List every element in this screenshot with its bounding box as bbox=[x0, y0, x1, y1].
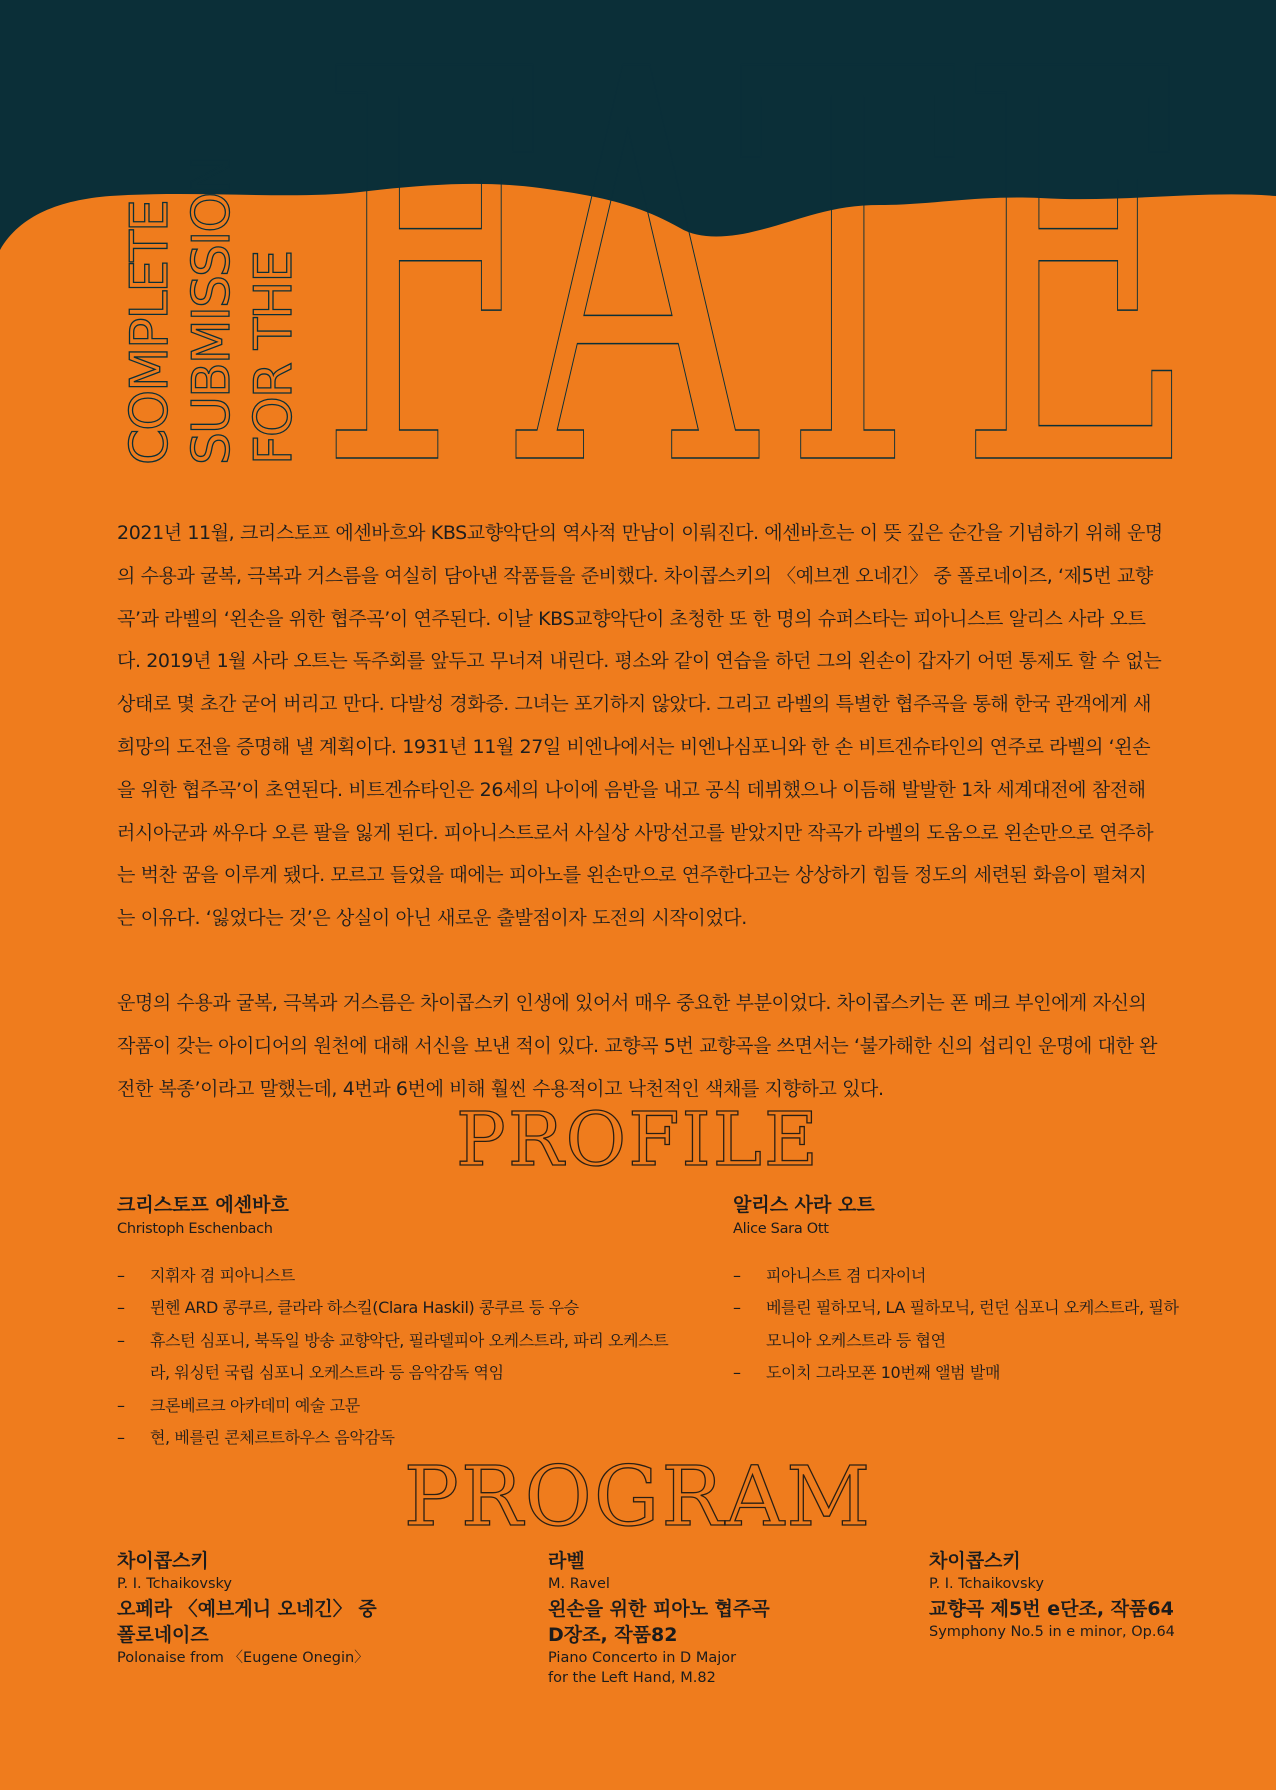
program-title: PROGRAM bbox=[403, 1450, 873, 1545]
list-item: – 베를린 필하모닉, LA 필하모닉, 런던 심포니 오케스트라, 필하모니아 오케스트라 등 협연 bbox=[733, 1292, 1193, 1357]
dash-mark: – bbox=[117, 1395, 125, 1415]
list-item: – 뮌헨 ARD 콩쿠르, 클라라 하스킬(Clara Haskil) 콩쿠르 등 우승 bbox=[117, 1292, 677, 1324]
vertical-title-line: FOR THE bbox=[244, 251, 304, 465]
composer-en: P. I. Tchaikovsky bbox=[117, 1576, 233, 1592]
work-title-ko: 교향곡 제5번 e단조, 작품64 bbox=[929, 1598, 1174, 1620]
dash-mark: – bbox=[117, 1330, 125, 1350]
list-item: – 현, 베를린 콘체르트하우스 음악감독 bbox=[117, 1422, 677, 1454]
profile-name-ko: 크리스토프 에센바흐 bbox=[117, 1194, 289, 1216]
composer-ko: 차이콥스키 bbox=[117, 1550, 209, 1572]
vertical-title bbox=[120, 157, 306, 465]
dash-mark: – bbox=[733, 1363, 741, 1383]
dash-mark: – bbox=[733, 1298, 741, 1318]
composer-ko: 라벨 bbox=[548, 1550, 585, 1572]
list-item: – 도이치 그라모폰 10번째 앨범 발매 bbox=[733, 1357, 1193, 1389]
composer-en: P. I. Tchaikovsky bbox=[929, 1576, 1045, 1592]
body-paragraph: 2021년 11월, 크리스토프 에센바흐와 KBS교향악단의 역사적 만남이 이뤄진다. 에센바흐는 이 뜻 깊은 순간을 기념하기 위해 운명의 수용과 굴복, 극복과 거스름을 여실히 담아낸 작품들을 준비했다. 차이콥스키의 〈예브겐 오네긴〉 중 폴로네이즈, ‘제5번 교향곡’과 라벨의 ‘왼손을 위한 협주곡’이 연주된다. 이날 KBS교향악단이 초청한 또 한 명의 슈퍼스타는 피아니스트 알리스 사라 오트다. 2019년 1월 사라 오트는 독주회를 앞두고 무너져 내린다. 평소와 같이 연습을 하던 그의 왼손이 갑자기 어떤 통제도 할 수 없는 상태로 몇 초간 굳어 버리고 만다. 다발성 경화증. 그녀는 포기하지 않았다. 그리고 라벨의 특별한 협주곡을 통해 한국 관객에게 새 희망의 도전을 증명해 낼 계획이다. 1931년 11월 27일 비엔나에서는 비엔나심포니와 한 손 비트겐슈타인의 연주로 라벨의 ‘왼손을 위한 협주곡’이 초연된다. 비트겐슈타인은 26세의 나이에 음반을 내고 공식 데뷔했으나 이듬해 발발한 1차 세계대전에 참전해 러시아군과 싸우다 오른 팔을 잃게 된다. 피아니스트로서 사실상 사망선고를 받았지만 작곡가 라벨의 도움으로 왼손만으로 연주하는 벅찬 꿈을 이루게 됐다. 모르고 들었을 때에는 피아노를 왼손만으로 연주한다고는 상상하기 힘들 정도의 세련된 화음이 펼쳐지는 이유다. ‘잃었다는 것’은 상실이 아닌 새로운 출발점이자 도전의 시작이었다. bbox=[117, 522, 1163, 930]
profile-title: PROFILE bbox=[456, 1097, 820, 1183]
profile-name-en: Christoph Eschenbach bbox=[117, 1221, 273, 1237]
dash-mark: – bbox=[117, 1428, 125, 1448]
composer-ko: 차이콥스키 bbox=[929, 1550, 1021, 1572]
work-title-en: Piano Concerto in D Major for the Left Hand, M.82 bbox=[548, 1650, 737, 1686]
profile-name-ko: 알리스 사라 오트 bbox=[733, 1194, 875, 1216]
body-text bbox=[117, 512, 1163, 1110]
profile-eschenbach bbox=[117, 1192, 677, 1454]
dash-mark: – bbox=[117, 1298, 125, 1318]
list-item: – 크론베르크 아카데미 예술 고문 bbox=[117, 1390, 677, 1422]
dash-mark: – bbox=[117, 1266, 125, 1285]
work-title-ko: 오페라 〈예브게니 오네긴〉 중 폴로네이즈 bbox=[117, 1598, 377, 1646]
dash-mark: – bbox=[733, 1266, 741, 1285]
composer-en: M. Ravel bbox=[548, 1576, 610, 1592]
list-item: – 지휘자 겸 피아니스트 bbox=[117, 1260, 677, 1292]
work-title-en: Symphony No.5 in e minor, Op.64 bbox=[929, 1624, 1175, 1640]
program-item bbox=[117, 1548, 437, 1668]
program-item bbox=[548, 1548, 868, 1688]
vertical-title-line: COMPLETE bbox=[120, 201, 180, 465]
work-title-en: Polonaise from 〈Eugene Onegin〉 bbox=[117, 1650, 369, 1666]
fate-wordmark bbox=[318, 40, 1198, 460]
work-title-ko: 왼손을 위한 피아노 협주곡 D장조, 작품82 bbox=[548, 1598, 770, 1646]
profile-ott bbox=[733, 1192, 1193, 1390]
profile-name-en: Alice Sara Ott bbox=[733, 1221, 829, 1237]
list-item: – 피아니스트 겸 디자이너 bbox=[733, 1260, 1193, 1292]
body-paragraph: 운명의 수용과 굴복, 극복과 거스름은 차이콥스키 인생에 있어서 매우 중요한 부분이었다. 차이콥스키는 폰 메크 부인에게 자신의 작품이 갖는 아이디어의 원천에 대해 서신을 보낸 적이 있다. 교향곡 5번 교향곡을 쓰면서는 ‘불가해한 신의 섭리인 운명에 대한 완전한 복종’이라고 말했는데, 4번과 6번에 비해 훨씬 수용적이고 낙천적인 색채를 지향하고 있다. bbox=[117, 991, 1158, 1100]
list-item: – 휴스턴 심포니, 북독일 방송 교향악단, 필라델피아 오케스트라, 파리 오케스트라, 워싱턴 국립 심포니 오케스트라 등 음악감독 역임 bbox=[117, 1325, 677, 1390]
program-item bbox=[929, 1548, 1249, 1642]
fate-word: FATE bbox=[318, 40, 1198, 460]
profile-list bbox=[733, 1260, 1193, 1390]
profile-list bbox=[117, 1260, 677, 1454]
vertical-title-line: SUBMISSION bbox=[182, 156, 242, 465]
